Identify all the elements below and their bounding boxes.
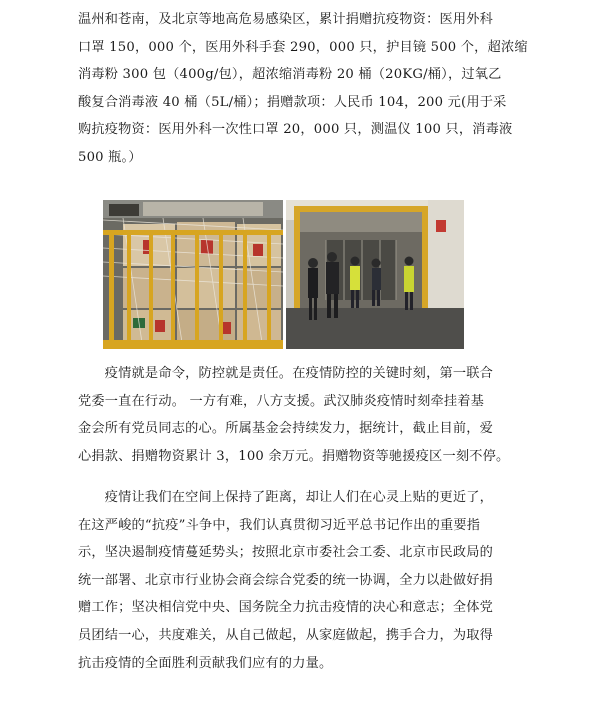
text-line: 在这严峻的“抗疫”斗争中，我们认真贯彻习近平总书记作出的重要指 [78,517,481,533]
text-line: 员团结一心，共度难关，从自己做起，从家庭做起，携手合力，为取得 [78,627,494,643]
text-line: 党委一直在行动。 一方有难，八方支援。武汉肺炎疫情时刻牵挂着基 [78,393,485,409]
warehouse-loading-photo-image [286,200,464,349]
text-line: 赠工作；坚决相信党中央、国务院全力抗击疫情的决心和意志；全体党 [78,600,494,616]
text-line: 购抗疫物资：医用外科一次性口罩 20，000 只，测温仪 100 只，消毒液 [78,122,513,138]
paragraph-epidemic-response [78,360,528,470]
text-line: 酸复合消毒液 40 桶（5L/桶）；捐赠款项：人民币 104，200 元(用于采 [78,94,507,110]
text-line: 500 瓶。） [78,149,142,165]
text-line: 温州和苍南，及北京等地高危易感染区，累计捐赠抗疫物资：医用外科 [78,12,494,27]
text-line: 示，坚决遏制疫情蔓延势头；按照北京市委社会工委、北京市民政局的 [78,545,494,561]
cargo-pallet-photo [103,200,283,349]
text-line: 抗击疫情的全面胜利贡献我们应有的力量。 [78,655,333,671]
cargo-pallet-photo-image [103,200,283,349]
text-line: 口罩 150，000 个，医用外科手套 290，000 只，护目镜 500 个，超浓缩 [78,39,528,55]
text-line: 消毒粉 300 包（400g/包），超浓缩消毒粉 20 桶（20KG/桶），过氧乙 [78,67,502,83]
text-line: 统一部署、北京市行业协会商会综合党委的统一协调，全力以赴做好捐 [78,572,494,588]
text-line: 疫情让我们在空间上保持了距离，却让人们在心灵上贴的更近了， [78,490,494,505]
photo-row [103,200,464,349]
text-line: 心捐款、捐赠物资累计 3，100 余万元。捐赠物资等驰援疫区一刻不停。 [78,448,510,464]
text-line: 疫情就是命令，防控就是责任。在疫情防控的关键时刻，第一联合 [78,366,494,381]
warehouse-loading-photo [286,200,464,349]
paragraph-closing-statement [78,484,528,677]
text-line: 金会所有党员同志的心。所属基金会持续发力，据统计，截止目前，爱 [78,421,494,437]
paragraph-donation-list [78,6,528,172]
